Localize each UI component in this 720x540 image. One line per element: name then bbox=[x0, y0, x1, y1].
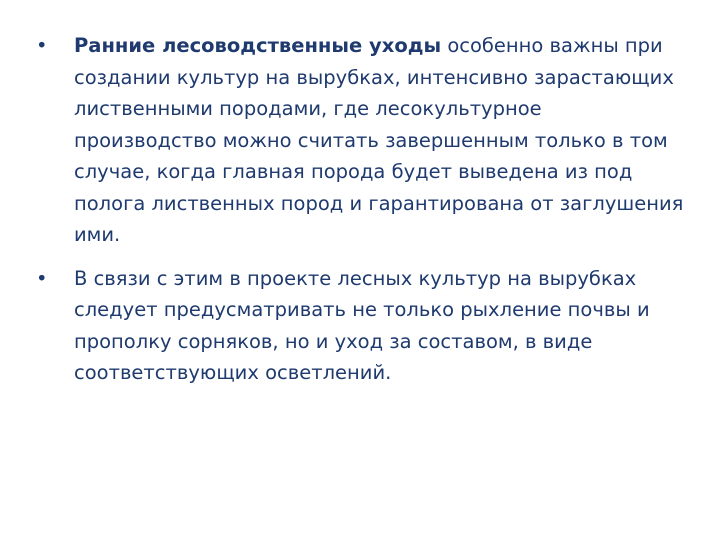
bullet-1-bold-lead: Ранние лесоводственные уходы bbox=[74, 34, 442, 57]
bullet-item-1 bbox=[36, 30, 686, 251]
bullet-item-2 bbox=[36, 263, 686, 389]
bullet-list bbox=[36, 30, 686, 401]
bullet-2-text: В связи с этим в проекте лесных культур на вырубках следует предусматривать не только рыхление почвы и прополку сорняков, но и уход за составом, в виде соответствующих осветлений. bbox=[74, 266, 650, 384]
bullet-icon: • bbox=[36, 266, 48, 290]
bullet-1-text: особенно важны при создании культур на вырубках, интенсивно зарастающих лиственными породами, где лесокультурное производство можно считать завершенным только в том случае, когда главная порода будет выведена из под полога лиственных пород и гарантирована от заглушения ими. bbox=[74, 34, 684, 246]
bullet-icon: • bbox=[36, 34, 48, 57]
